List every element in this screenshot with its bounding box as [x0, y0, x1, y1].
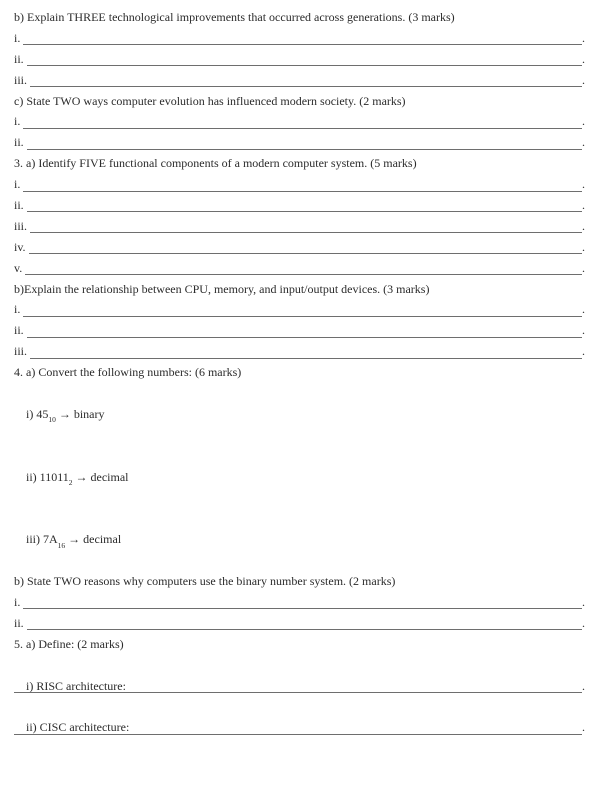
blank-line: [14, 425, 585, 446]
q3a-answer-line-i: [14, 174, 585, 195]
blank-line: [14, 487, 585, 508]
answer-numeral: ii.: [14, 615, 24, 630]
conversion-prefix: iii) 7A: [26, 532, 58, 547]
q2b-answer-line-ii: [14, 49, 585, 70]
conversion-prefix: ii) 11011: [26, 469, 69, 484]
definition-label-text: ii) CISC architecture:: [26, 720, 130, 735]
answer-blank-rule: [23, 111, 582, 128]
answer-end-period: .: [582, 720, 585, 735]
answer-end-period: .: [582, 114, 585, 129]
answer-numeral: i.: [14, 177, 21, 192]
conversion-item-hex-to-decimal: [14, 508, 585, 550]
question-4a-prompt: 4. a) Convert the following numbers: (6 marks): [14, 365, 242, 380]
answer-end-period: .: [582, 594, 585, 609]
definition-cisc-label: [14, 696, 585, 735]
answer-end-period: .: [582, 30, 585, 45]
q3a-answer-line-iii: [14, 216, 585, 237]
base-subscript: 16: [57, 540, 66, 550]
answer-end-period: .: [582, 302, 585, 317]
answer-numeral: iii.: [14, 218, 28, 233]
answer-end-period: .: [582, 323, 585, 338]
answer-numeral: iii.: [14, 344, 28, 359]
q2c-answer-line-ii: [14, 132, 585, 153]
answer-end-period: .: [582, 615, 585, 630]
answer-end-period: .: [582, 218, 585, 233]
question-3b-prompt: b)Explain the relationship between CPU, memory, and input/output devices. (3 marks): [14, 281, 430, 296]
definition-label-text: i) RISC architecture:: [26, 678, 126, 693]
answer-end-period: .: [582, 344, 585, 359]
answer-end-period: .: [582, 678, 585, 693]
answer-blank-rule: [14, 717, 582, 734]
question-2b-prompt: b) Explain THREE technological improvements that occurred across generations. (3 marks): [14, 10, 455, 24]
base-subscript: 10: [48, 415, 56, 425]
question-5a-prompt: 5. a) Define: (2 marks): [14, 636, 124, 651]
answer-blank-rule: [23, 299, 582, 316]
answer-blank-rule: [14, 676, 582, 693]
q3b-answer-line-iii: [14, 341, 585, 362]
answer-end-period: .: [582, 72, 585, 87]
answer-blank-rule: [29, 237, 582, 254]
definition-risc-label: [14, 655, 585, 693]
conversion-item-decimal-to-binary: [14, 383, 585, 425]
q2b-answer-line-i: [14, 28, 585, 49]
conversion-suffix: → decimal: [72, 469, 129, 484]
conversion-prefix: i) 45: [26, 406, 49, 421]
answer-numeral: i.: [14, 30, 21, 45]
conversion-suffix: → binary: [55, 406, 105, 421]
answer-numeral: i.: [14, 594, 21, 609]
q2b-answer-line-iii: [14, 70, 585, 91]
answer-blank-rule: [27, 49, 582, 66]
answer-numeral: ii.: [14, 323, 24, 338]
answer-numeral: iv.: [14, 239, 26, 254]
answer-blank-rule: [27, 613, 582, 630]
conversion-suffix: → decimal: [65, 532, 122, 547]
answer-end-period: .: [582, 51, 585, 66]
base-subscript: 2: [68, 478, 73, 487]
q4b-answer-line-i: [14, 592, 585, 613]
answer-numeral: iii.: [14, 72, 28, 87]
answer-blank-rule: [27, 195, 582, 212]
q2c-answer-line-i: [14, 111, 585, 132]
answer-end-period: .: [582, 239, 585, 254]
answer-numeral: i.: [14, 114, 21, 129]
answer-numeral: ii.: [14, 135, 24, 150]
answer-blank-rule: [23, 592, 582, 609]
answer-numeral: ii.: [14, 198, 24, 213]
answer-blank-rule: [25, 258, 582, 275]
answer-numeral: ii.: [14, 51, 24, 66]
answer-numeral: v.: [14, 260, 23, 275]
answer-blank-rule: [30, 70, 582, 87]
answer-numeral: i.: [14, 302, 21, 317]
question-4b-prompt: b) State TWO reasons why computers use the binary number system. (2 marks): [14, 574, 396, 589]
question-2c-prompt: c) State TWO ways computer evolution has influenced modern society. (2 marks): [14, 93, 406, 108]
q4b-answer-line-ii: [14, 613, 585, 634]
q3a-answer-line-iv: [14, 237, 585, 258]
blank-line: [14, 550, 585, 571]
answer-blank-rule: [30, 216, 582, 233]
answer-end-period: .: [582, 135, 585, 150]
q3a-answer-line-v: [14, 258, 585, 279]
q3a-answer-line-ii: [14, 195, 585, 216]
answer-end-period: .: [582, 198, 585, 213]
question-3a-prompt: 3. a) Identify FIVE functional components of a modern computer system. (5 marks): [14, 156, 417, 171]
answer-end-period: .: [582, 177, 585, 192]
answer-blank-rule: [27, 132, 582, 149]
conversion-item-binary-to-decimal: [14, 446, 585, 487]
q3b-answer-line-i: [14, 299, 585, 320]
answer-blank-rule: [30, 341, 582, 358]
answer-end-period: .: [582, 260, 585, 275]
answer-blank-rule: [23, 174, 582, 191]
q3b-answer-line-ii: [14, 320, 585, 341]
answer-blank-rule: [27, 320, 582, 337]
answer-blank-rule: [23, 28, 582, 45]
